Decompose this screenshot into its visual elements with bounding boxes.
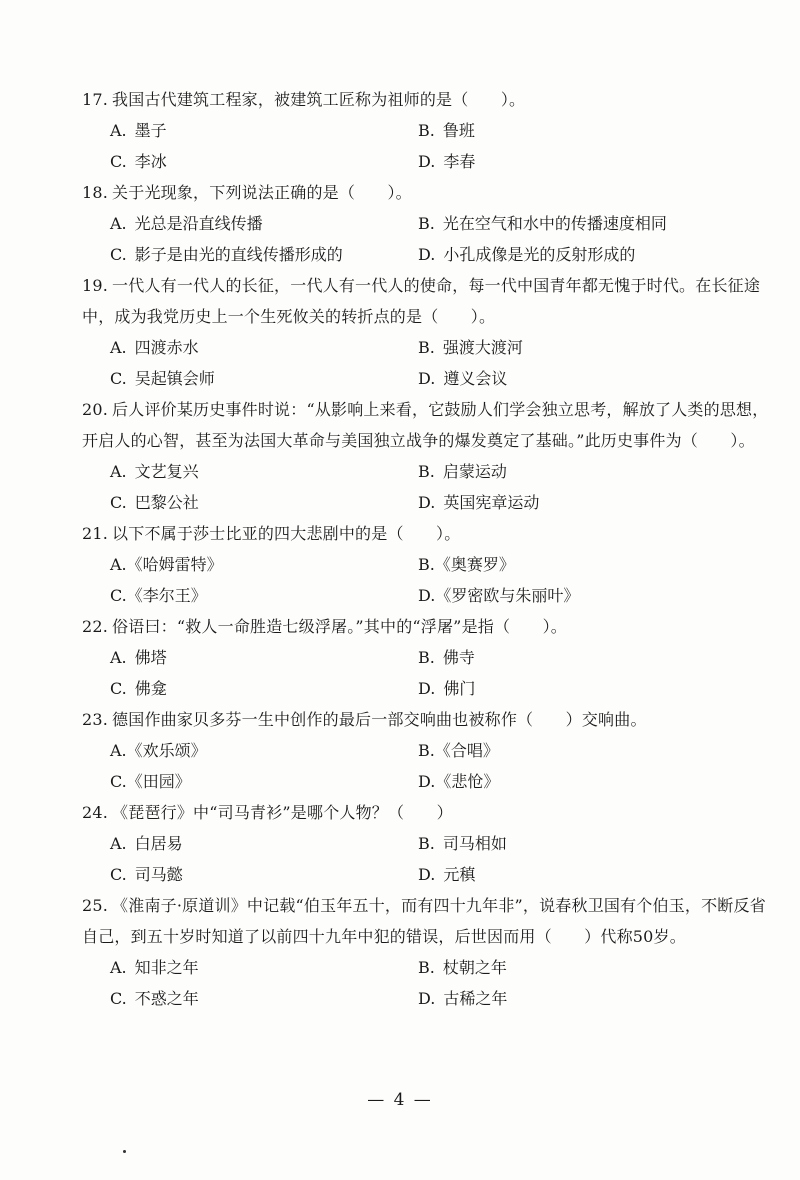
option-grid xyxy=(82,208,772,270)
option-text: 《奥赛罗》 xyxy=(434,555,515,574)
question-item xyxy=(82,270,772,394)
answer-option xyxy=(110,766,418,797)
question-stem xyxy=(82,270,772,332)
option-text: 杖朝之年 xyxy=(442,958,507,977)
question-number: 20. xyxy=(82,400,109,419)
answer-option xyxy=(110,828,418,859)
option-text: 《李尔王》 xyxy=(126,586,207,605)
option-letter: A. xyxy=(110,214,127,233)
option-letter: B. xyxy=(418,834,435,853)
answer-option xyxy=(418,456,748,487)
option-letter: D. xyxy=(418,152,436,171)
answer-option xyxy=(418,766,748,797)
option-grid xyxy=(82,549,772,611)
question-stem xyxy=(82,611,772,642)
option-letter: A. xyxy=(110,121,127,140)
option-letter: B. xyxy=(418,462,435,481)
option-text: 佛塔 xyxy=(134,648,167,667)
answer-option xyxy=(418,332,748,363)
option-text: 光总是沿直线传播 xyxy=(134,214,263,233)
question-stem xyxy=(82,890,772,952)
option-grid xyxy=(82,332,772,394)
question-number: 19. xyxy=(82,276,109,295)
answer-option xyxy=(110,952,418,983)
question-item xyxy=(82,890,772,1014)
option-grid xyxy=(82,642,772,704)
option-letter: B. xyxy=(418,121,435,140)
question-item xyxy=(82,611,772,704)
answer-option xyxy=(418,983,748,1014)
answer-option xyxy=(418,580,748,611)
option-text: 佛寺 xyxy=(442,648,475,667)
question-number: 22. xyxy=(82,617,109,636)
option-letter: A. xyxy=(110,741,127,760)
answer-option xyxy=(418,146,748,177)
option-text: 佛龛 xyxy=(134,679,167,698)
answer-option xyxy=(110,456,418,487)
question-number: 18. xyxy=(82,183,109,202)
option-text: 鲁班 xyxy=(442,121,475,140)
question-stem xyxy=(82,797,772,828)
answer-option xyxy=(110,115,418,146)
answer-option xyxy=(418,208,748,239)
question-item xyxy=(82,797,772,890)
question-number: 25. xyxy=(82,896,109,915)
option-letter: C. xyxy=(110,989,127,1008)
answer-option xyxy=(110,239,418,270)
option-letter: C. xyxy=(110,865,127,884)
option-text: 佛门 xyxy=(443,679,476,698)
question-text: 德国作曲家贝多芬一生中创作的最后一部交响曲也被称作（ ）交响曲。 xyxy=(112,710,647,729)
answer-option xyxy=(110,146,418,177)
answer-option xyxy=(418,115,748,146)
option-letter: A. xyxy=(110,462,127,481)
option-text: 文艺复兴 xyxy=(134,462,199,481)
option-letter: A. xyxy=(110,834,127,853)
question-text: 关于光现象，下列说法正确的是（ ）。 xyxy=(112,183,412,202)
option-text: 白居易 xyxy=(134,834,183,853)
question-text: 我国古代建筑工程家，被建筑工匠称为祖师的是（ ）。 xyxy=(112,90,526,109)
answer-option xyxy=(418,642,748,673)
option-text: 元稹 xyxy=(443,865,476,884)
question-stem xyxy=(82,177,772,208)
question-list xyxy=(82,84,772,1014)
answer-option xyxy=(418,239,748,270)
question-stem xyxy=(82,394,772,456)
option-letter: D. xyxy=(418,369,436,388)
option-text: 吴起镇会师 xyxy=(134,369,215,388)
option-text: 知非之年 xyxy=(134,958,199,977)
option-letter: B. xyxy=(418,648,435,667)
option-text: 《悲怆》 xyxy=(435,772,500,791)
answer-option xyxy=(110,859,418,890)
option-letter: D. xyxy=(418,989,436,1008)
question-item xyxy=(82,518,772,611)
option-letter: C. xyxy=(110,493,127,512)
option-text: 不惑之年 xyxy=(134,989,199,1008)
option-letter: B. xyxy=(418,338,435,357)
option-text: 英国宪章运动 xyxy=(443,493,540,512)
option-grid xyxy=(82,456,772,518)
question-number: 17. xyxy=(82,90,109,109)
option-text: 《罗密欧与朱丽叶》 xyxy=(435,586,580,605)
question-text: 一代人有一代人的长征，一代人有一代人的使命，每一代中国青年都无愧于时代。在长征途中，成为我党历史上一个生死攸关的转折点的是（ ）。 xyxy=(82,276,761,326)
question-stem xyxy=(82,518,772,549)
option-text: 影子是由光的直线传播形成的 xyxy=(134,245,343,264)
option-text: 《合唱》 xyxy=(434,741,499,760)
option-text: 李冰 xyxy=(134,152,167,171)
answer-option xyxy=(110,363,418,394)
answer-option xyxy=(110,487,418,518)
answer-option xyxy=(110,208,418,239)
option-text: 墨子 xyxy=(134,121,167,140)
option-text: 司马相如 xyxy=(442,834,507,853)
option-text: 《田园》 xyxy=(126,772,191,791)
option-letter: A. xyxy=(110,958,127,977)
answer-option xyxy=(110,642,418,673)
option-letter: A. xyxy=(110,555,127,574)
option-letter: B. xyxy=(418,741,435,760)
option-text: 四渡赤水 xyxy=(134,338,199,357)
option-text: 光在空气和水中的传播速度相同 xyxy=(442,214,667,233)
option-letter: D. xyxy=(418,772,436,791)
option-letter: A. xyxy=(110,338,127,357)
answer-option xyxy=(418,859,748,890)
question-text: 后人评价某历史事件时说：“从影响上来看，它鼓励人们学会独立思考，解放了人类的思想，开启人的心智，甚至为法国大革命与美国独立战争的爆发奠定了基础。”此历史事件为（ ）。 xyxy=(82,400,769,450)
answer-option xyxy=(110,673,418,704)
answer-option xyxy=(418,673,748,704)
question-text: 以下不属于莎士比亚的四大悲剧中的是（ ）。 xyxy=(112,524,461,543)
question-number: 24. xyxy=(82,803,109,822)
option-letter: C. xyxy=(110,369,127,388)
answer-option xyxy=(418,735,748,766)
option-text: 《哈姆雷特》 xyxy=(126,555,223,574)
option-letter: D. xyxy=(418,493,436,512)
option-text: 遵义会议 xyxy=(443,369,508,388)
answer-option xyxy=(110,332,418,363)
option-letter: B. xyxy=(418,958,435,977)
question-stem xyxy=(82,84,772,115)
answer-option xyxy=(418,549,748,580)
option-grid xyxy=(82,828,772,890)
option-letter: C. xyxy=(110,679,127,698)
option-text: 巴黎公社 xyxy=(134,493,199,512)
answer-option xyxy=(418,828,748,859)
option-text: 启蒙运动 xyxy=(442,462,507,481)
option-letter: C. xyxy=(110,772,127,791)
question-item xyxy=(82,704,772,797)
page-number: — 4 — xyxy=(367,1090,433,1110)
answer-option xyxy=(110,983,418,1014)
option-grid xyxy=(82,735,772,797)
option-letter: D. xyxy=(418,865,436,884)
answer-option xyxy=(418,487,748,518)
option-letter: D. xyxy=(418,245,436,264)
option-letter: B. xyxy=(418,214,435,233)
option-letter: A. xyxy=(110,648,127,667)
option-letter: D. xyxy=(418,679,436,698)
answer-option xyxy=(418,363,748,394)
answer-option xyxy=(110,735,418,766)
option-letter: B. xyxy=(418,555,435,574)
option-text: 李春 xyxy=(443,152,476,171)
answer-option xyxy=(110,549,418,580)
question-item xyxy=(82,177,772,270)
question-item xyxy=(82,394,772,518)
option-grid xyxy=(82,115,772,177)
option-text: 小孔成像是光的反射形成的 xyxy=(443,245,636,264)
option-letter: C. xyxy=(110,152,127,171)
option-letter: C. xyxy=(110,245,127,264)
question-item xyxy=(82,84,772,177)
option-text: 司马懿 xyxy=(134,865,183,884)
option-text: 强渡大渡河 xyxy=(442,338,523,357)
option-letter: C. xyxy=(110,586,127,605)
question-text: 《琵琶行》中“司马青衫”是哪个人物？（ ） xyxy=(112,803,453,822)
option-letter: D. xyxy=(418,586,436,605)
answer-option xyxy=(418,952,748,983)
question-stem xyxy=(82,704,772,735)
answer-option xyxy=(110,580,418,611)
option-text: 古稀之年 xyxy=(443,989,508,1008)
option-grid xyxy=(82,952,772,1014)
option-text: 《欢乐颂》 xyxy=(126,741,207,760)
question-text: 俗语曰：“救人一命胜造七级浮屠。”其中的“浮屠”是指（ ）。 xyxy=(112,617,567,636)
question-text: 《淮南子·原道训》中记载“伯玉年五十，而有四十九年非”，说春秋卫国有个伯玉，不断反省自己，到五十岁时知道了以前四十九年中犯的错误，后世因而用（ ）代称50岁。 xyxy=(82,896,766,946)
question-number: 21. xyxy=(82,524,109,543)
scan-speck xyxy=(123,1150,126,1153)
question-number: 23. xyxy=(82,710,109,729)
